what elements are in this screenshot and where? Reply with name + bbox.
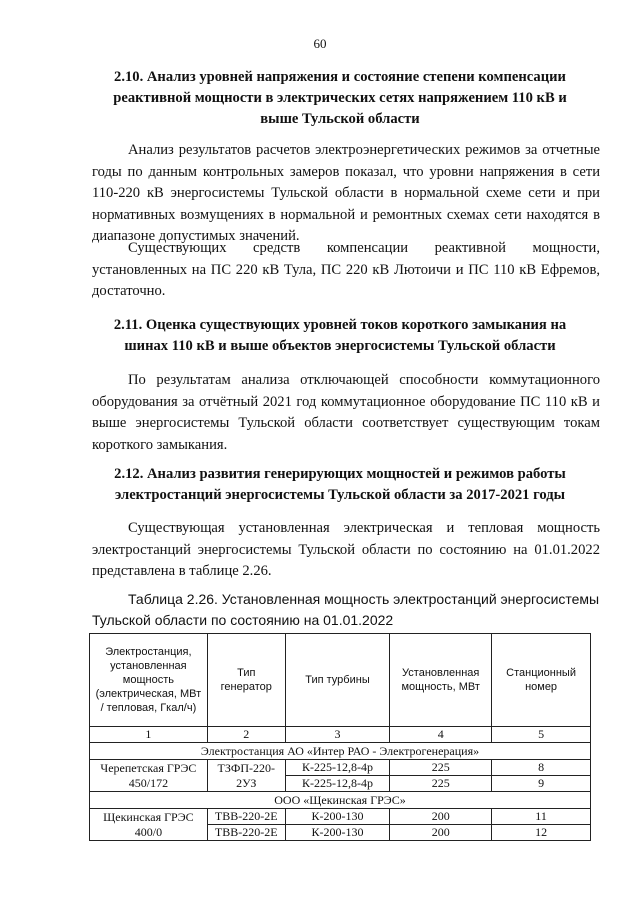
column-number: 4 <box>390 727 492 743</box>
heading-line: электростанций энергосистемы Тульской области за 2017-2021 годы <box>114 487 566 503</box>
station-number: 8 <box>492 760 591 776</box>
station-name: Черепетская ГРЭС <box>100 760 197 775</box>
heading-line: 2.11. Оценка существующих уровней токов короткого замыкания на <box>113 317 567 333</box>
station-capacity: 400/0 <box>134 824 163 839</box>
generator-type: ТЗФП-220-2УЗ <box>207 760 285 792</box>
header-capacity: Установленная мощность, МВт <box>390 634 492 727</box>
turbine-type: К-225-12,8-4р <box>285 760 390 776</box>
header-generator: Тип генератор <box>207 634 285 727</box>
header-station-number: Станционный номер <box>492 634 591 727</box>
heading-line: 2.12. Анализ развития генерирующих мощностей и режимов работы <box>114 466 566 482</box>
column-number-row <box>90 727 591 743</box>
installed-power: 225 <box>390 776 492 792</box>
section-2-12-paragraph-1: Существующая установленная электрическая и тепловая мощность электростанций энергосистемы Тульской области по состоянию на 01.01.2022 представлена в таблице 2.26. <box>92 520 600 579</box>
station-number: 12 <box>492 825 591 841</box>
heading-line: шинах 110 кВ и выше объектов энергосистемы Тульской области <box>124 338 556 354</box>
page-number: 60 <box>313 36 327 51</box>
station-name: Щекинская ГРЭС <box>103 809 194 824</box>
section-2-12-heading <box>80 464 600 506</box>
section-2-10-paragraph-1: Анализ результатов расчетов электроэнергетических режимов за отчетные годы по данным контрольных замеров показал, что уровни напряжения в сети 110-220 кВ энергосистемы Тульской области в нормальной схеме сети и при нормативных возмущениях в нормальной и ремонтных схемах сети находятся в диапазоне допустимых значений. <box>92 142 600 244</box>
group-title: ООО «Щекинская ГРЭС» <box>90 792 591 809</box>
station-cell <box>90 760 208 792</box>
installed-power: 200 <box>390 825 492 841</box>
installed-power: 200 <box>390 809 492 825</box>
section-2-11-heading <box>80 315 600 357</box>
station-capacity: 450/172 <box>128 775 169 790</box>
generator-type: ТВВ-220-2Е <box>207 809 285 825</box>
column-number: 2 <box>207 727 285 743</box>
group-title-row <box>90 743 591 760</box>
heading-line: выше Тульской области <box>260 111 420 127</box>
section-2-10-paragraph-2: Существующих средств компенсации реактивной мощности, установленных на ПС 220 кВ Тула, ПС 220 кВ Лютоичи и ПС 110 кВ Ефремов, достаточно. <box>92 240 600 299</box>
column-number: 5 <box>492 727 591 743</box>
table-row <box>90 809 591 825</box>
generator-type: ТВВ-220-2Е <box>207 825 285 841</box>
station-number: 9 <box>492 776 591 792</box>
heading-line: реактивной мощности в электрических сетях напряжением 110 кВ и <box>113 90 567 106</box>
column-number: 1 <box>90 727 208 743</box>
header-station: Электростанция, установленная мощность (электрическая, МВт / тепловая, Гкал/ч) <box>90 634 208 727</box>
header-turbine: Тип турбины <box>285 634 390 727</box>
turbine-type: К-200-130 <box>285 825 390 841</box>
group-title-row <box>90 792 591 809</box>
capacity-table <box>89 633 591 841</box>
station-number: 11 <box>492 809 591 825</box>
section-2-11-paragraph-1: По результатам анализа отключающей способности коммутационного оборудования за отчётный 2021 год коммутационное оборудование ПС 110 кВ и выше энергосистемы Тульской области соответствует существующим токам короткого замыкания. <box>92 372 600 453</box>
table-header-row <box>90 634 591 727</box>
turbine-type: К-225-12,8-4р <box>285 776 390 792</box>
group-title: Электростанция АО «Интер РАО - Электрогенерация» <box>90 743 591 760</box>
heading-line: 2.10. Анализ уровней напряжения и состояние степени компенсации <box>114 69 566 85</box>
installed-power: 225 <box>390 760 492 776</box>
table-row <box>90 760 591 776</box>
table-caption: Таблица 2.26. Установленная мощность электростанций энергосистемы Тульской области по состоянию на 01.01.2022 <box>92 591 600 628</box>
station-cell <box>90 809 208 841</box>
turbine-type: К-200-130 <box>285 809 390 825</box>
column-number: 3 <box>285 727 390 743</box>
section-2-10-heading <box>80 67 600 130</box>
